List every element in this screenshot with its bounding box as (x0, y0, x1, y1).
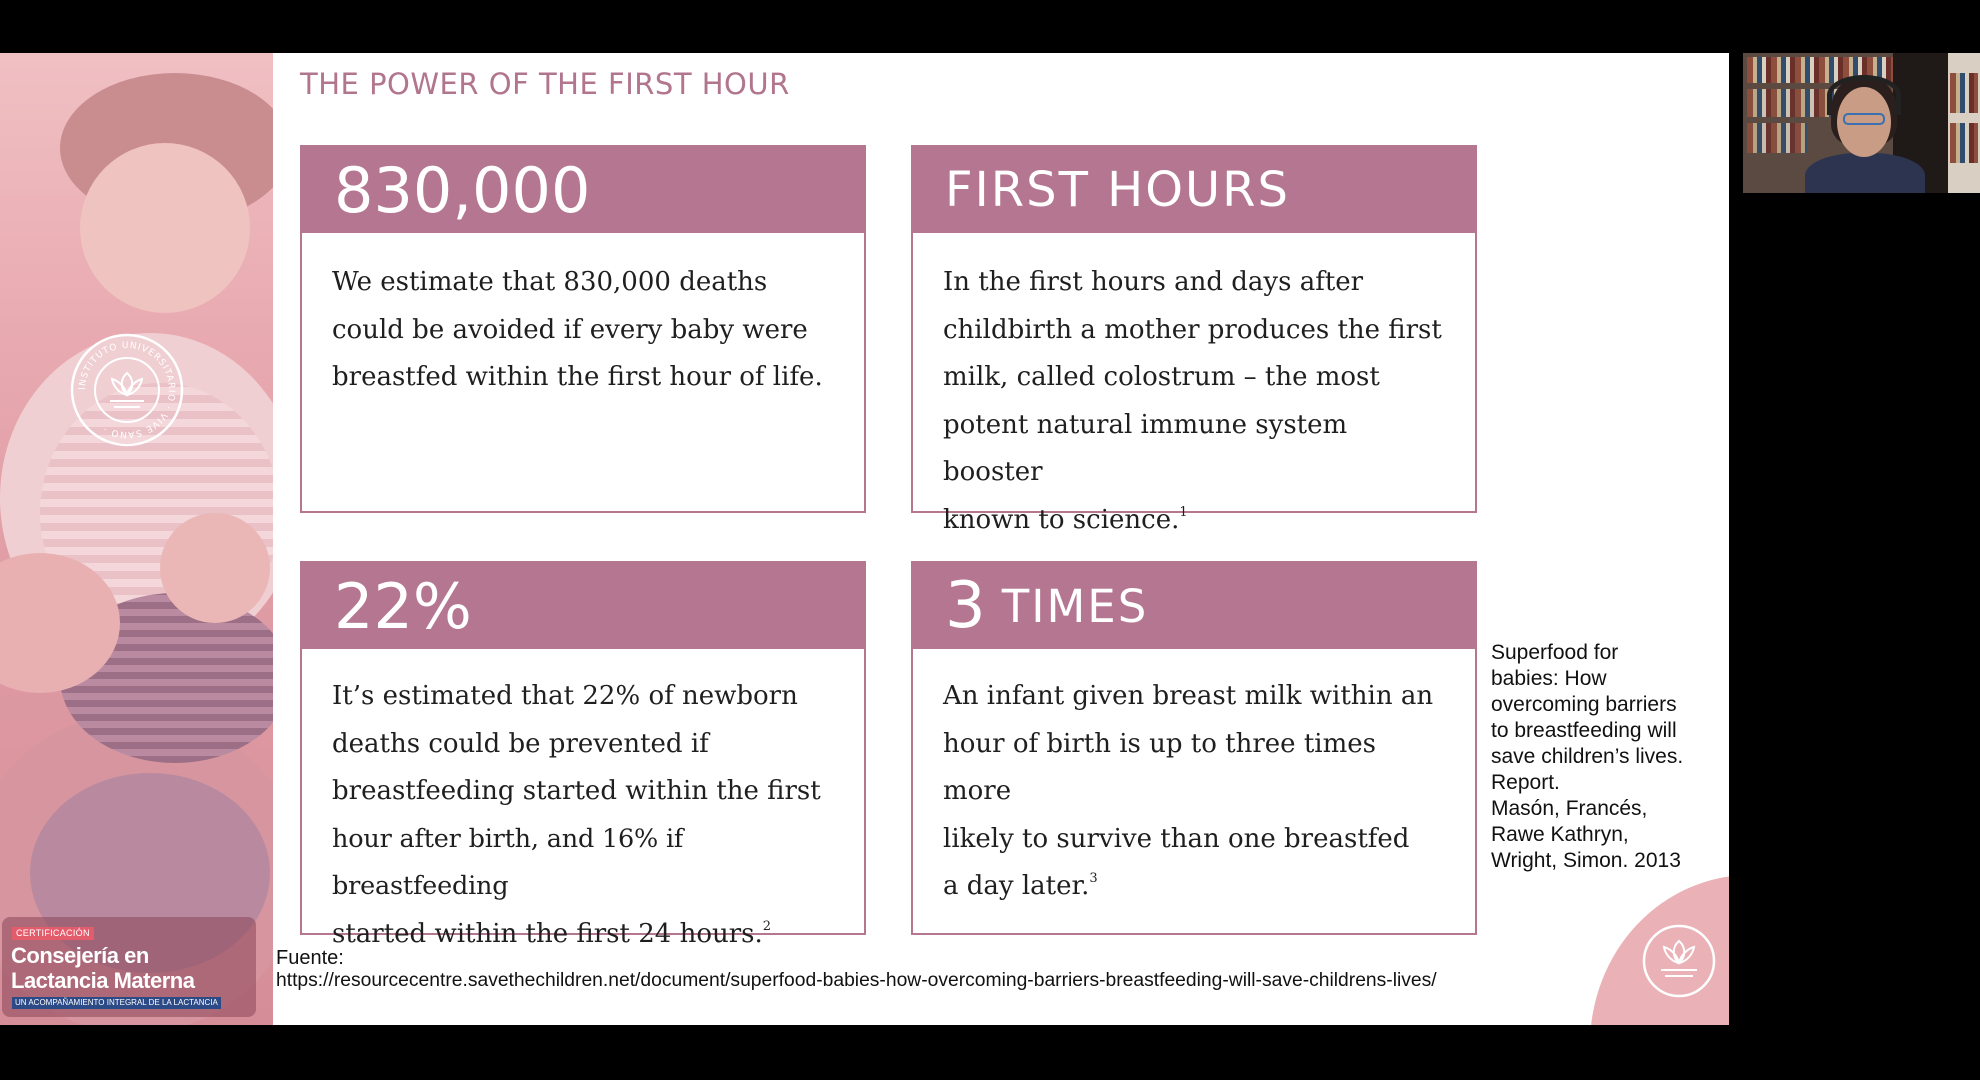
card-heading: 22% (302, 563, 864, 649)
stat-card-first-hours (911, 145, 1477, 535)
source-label: Fuente: (276, 947, 344, 969)
certification-badge (2, 917, 256, 1017)
cert-subtitle: UN ACOMPAÑAMIENTO INTEGRAL DE LA LACTANCIA (12, 997, 221, 1009)
webcam-video-tile[interactable] (1743, 53, 1980, 193)
svg-text:INSTITUTO UNIVERSITARIO · VIVE: INSTITUTO UNIVERSITARIO · VIVE SANO · (77, 340, 177, 440)
breastfeeding-photo (0, 53, 273, 1025)
card-heading: 3 TIMES (913, 563, 1475, 649)
cert-tag: CERTIFICACIÓN (12, 927, 94, 940)
card-body: We estimate that 830,000 deaths could be avoided if every baby were breastfed within the first hour of life. (332, 267, 823, 392)
card-body: It’s estimated that 22% of newborn deaths could be prevented if breastfeeding started within the first hour after birth, and 16% if breastfeeding started within the first 24 hours.$^2$ (332, 681, 821, 949)
cert-title: Consejería en Lactancia Materna (11, 943, 195, 993)
seal-logo-icon (70, 333, 184, 447)
corner-logo-icon (1641, 923, 1717, 999)
card-body: In the first hours and days after childbirth a mother produces the first milk, called colostrum – the most potent natural immune system booster known to science.$^1$ (943, 267, 1442, 535)
citation-text: Superfood for babies: How overcoming barriers to breastfeeding will save children’s lives. Report. Masón, Francés, Rawe Kathryn, Wright, Simon. 2013 (1491, 641, 1684, 872)
card-body: An infant given breast milk within an hour of birth is up to three times more likely to survive than one breastfed a day later.$^3$ (943, 681, 1434, 901)
stat-card-3-times (911, 561, 1477, 935)
slide-title: THE POWER OF THE FIRST HOUR (300, 67, 790, 101)
card-heading: 830,000 (302, 147, 864, 233)
presentation-slide (0, 53, 1729, 1025)
stat-card-830000 (300, 145, 866, 513)
stat-card-22-percent (300, 561, 866, 949)
source-url: https://resourcecentre.savethechildren.net/document/superfood-babies-how-overcoming-barriers-breastfeeding-will-save-childrens-lives/ (276, 970, 1437, 991)
card-heading: FIRST HOURS (913, 147, 1475, 233)
